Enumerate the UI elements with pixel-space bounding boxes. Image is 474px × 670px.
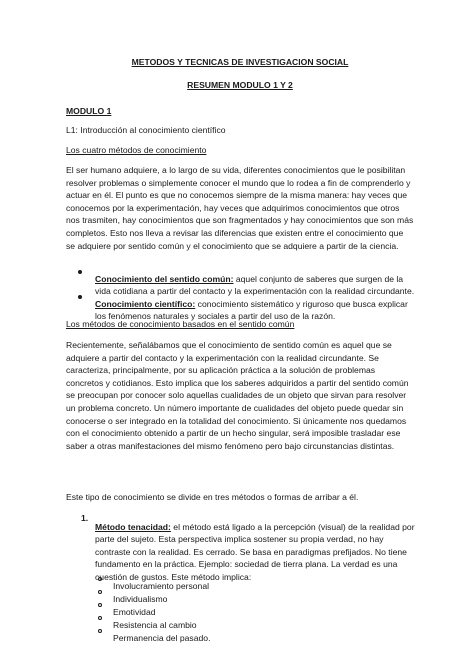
section-heading-methods: Los cuatro métodos de conocimiento <box>66 145 207 155</box>
lesson-title: L1: Introducción al conocimiento científico <box>66 125 226 135</box>
paragraph-intro: El ser humano adquiere, a lo largo de su vida, diferentes conocimientos que le posibilitan resolver problemas o simplemente conocer el mundo que lo rodea a fin de comprenderlo y actuar en él. El punto es que no conocemos siempre de la misma manera: hay veces que conocemos por la experimentación, hay veces que adquirimos conocimientos que otros nos trasmiten, hay conocimientos que son fragmentados y hay conocimientos que son más completos. Esto nos lleva a revisar las diferencias que existen entre el conocimiento que se adquiere por sentido común y el conocimiento que se adquiere a partir de la ciencia. <box>66 165 414 251</box>
document-subtitle: RESUMEN MODULO 1 Y 2 <box>187 80 293 90</box>
method-term: Método tenacidad: <box>95 521 171 532</box>
sub-bullet-icon <box>98 590 102 594</box>
list-item <box>95 273 415 298</box>
sub-list-item: Individualismo <box>113 593 168 604</box>
sub-bullet-icon <box>98 603 102 607</box>
sub-list-item: Involucramiento personal <box>113 580 210 591</box>
sub-bullet-icon <box>98 577 102 581</box>
method-text: el método está ligado a la percepción (visual) de la realidad por parte del sujeto. Esta perspectiva implica sostener su propia verdad, no hay contraste con la realidad. Es cerrado. Se basa en paradigmas prefijados. No tiene fundamento en la práctica. Ejemplo: sociedad de tierra plana. La verdad es una cuestión de gustos. Este método implica: <box>95 521 415 582</box>
bullet-term: Conocimiento científico: <box>95 298 196 309</box>
paragraph-common-sense: Recientemente, señalábamos que el conocimiento de sentido común es aquel que se adquiere a partir del contacto y la experimentación con la realidad circundante. Se caracteriza, principalmente, por su aplicación práctica a la solución de problemas concretos y cotidianos. Esto implica que los saberes adquiridos a partir del sentido común se preocupan por conocer solo aquellas cualidades de un objeto que sirvan para resolver un problema concreto. Un número importante de cualidades del objeto puede quedar sin conocerse o ser integrado en la totalidad del conocimiento. Si únicamente nos quedamos con el conocimiento obtenido a partir de un hecho singular, será imposible trasladar ese saber a otras manifestaciones del mismo fenómeno pero bajo circunstancias distintas. <box>66 340 409 451</box>
bullet-text: conocimiento sistemático y riguroso que busca explicar los fenómenos naturales y sociales a partir del uso de la razón. <box>95 298 408 322</box>
list-number: 1. <box>81 513 89 523</box>
bullet-icon <box>78 295 82 299</box>
bullet-term: Conocimiento del sentido común: <box>95 273 234 284</box>
method-item <box>95 521 415 584</box>
bullet-text: aquel conjunto de saberes que surgen de la vida cotidiana a partir del contacto y la experimentación con la realidad circundante. <box>95 273 415 297</box>
sub-bullet-icon <box>98 616 102 620</box>
sub-bullet-icon <box>98 629 102 633</box>
sub-list-item: Permanencia del pasado. <box>113 632 211 643</box>
bullet-icon <box>78 270 82 274</box>
sub-list-item: Resistencia al cambio <box>113 619 197 630</box>
section-heading-common-sense: Los métodos de conocimiento basados en el sentido común <box>66 319 295 329</box>
sub-list-item: Emotividad <box>113 606 156 617</box>
document-title: METODOS Y TECNICAS DE INVESTIGACION SOCIAL <box>131 57 349 67</box>
paragraph-division: Este tipo de conocimiento se divide en tres métodos o formas de arribar a él. <box>66 492 359 502</box>
module-heading: MODULO 1 <box>66 106 112 116</box>
